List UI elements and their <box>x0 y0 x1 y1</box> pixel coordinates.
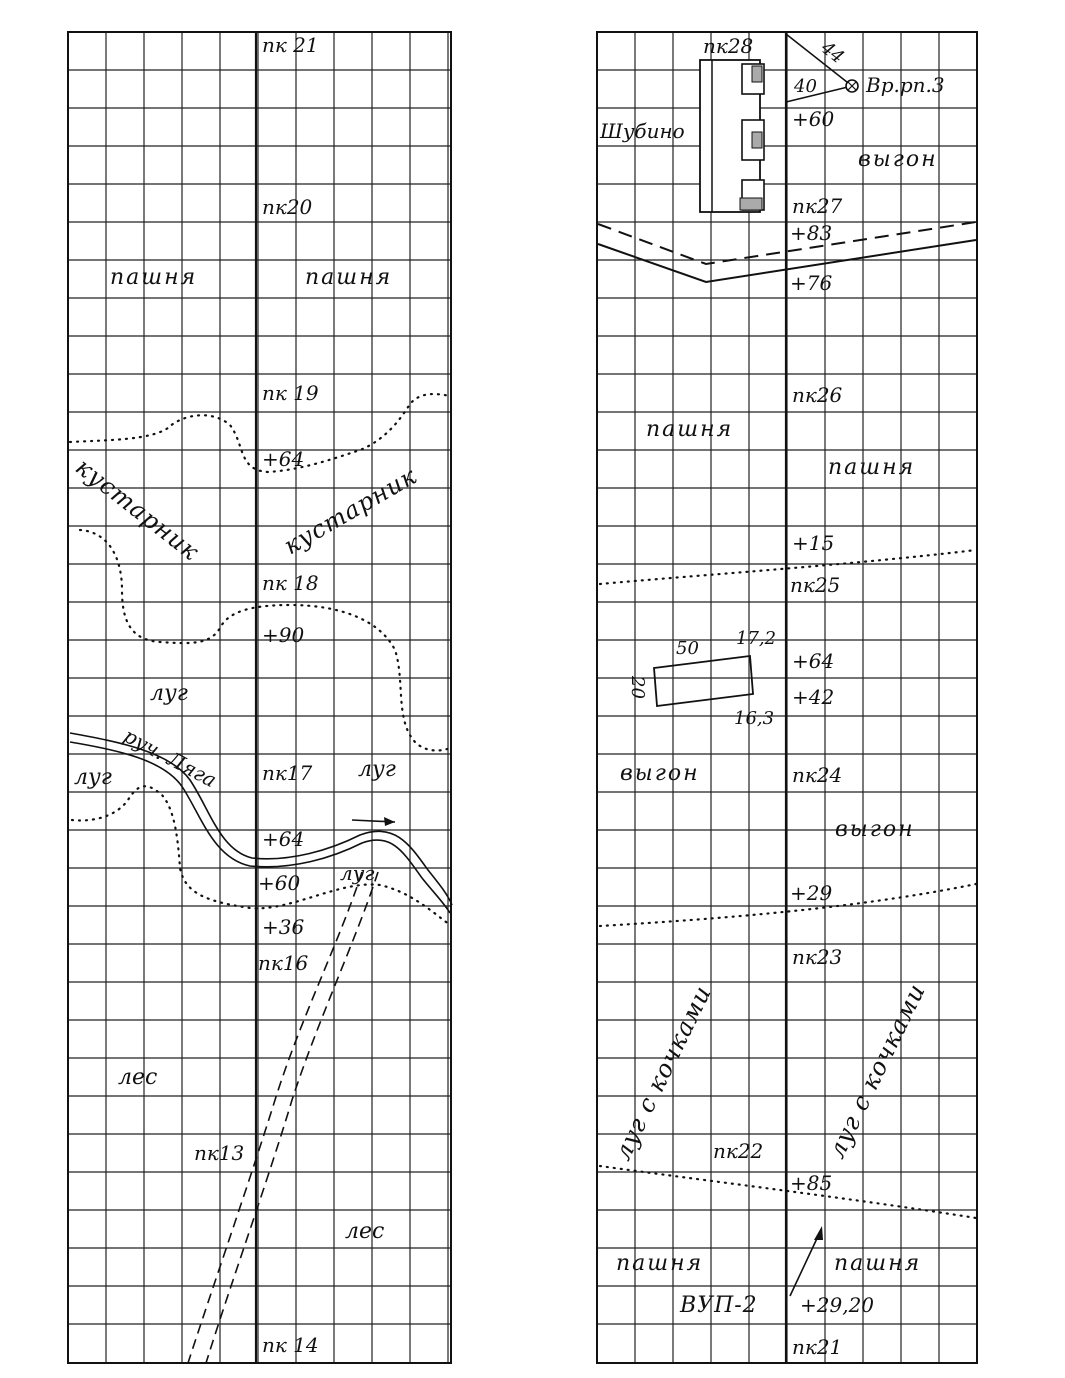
right-plus-60: +60 <box>792 107 835 131</box>
left-land-pashnya-right: пашня <box>305 265 393 290</box>
right-plus-42: +42 <box>792 685 835 709</box>
left-land-lug-left: луг <box>74 765 112 790</box>
left-picket-pk17: пк17 <box>262 761 313 785</box>
right-plus-15: +15 <box>792 531 835 555</box>
right-plus-64: +64 <box>792 649 835 673</box>
right-picket-pk25: пк25 <box>790 573 841 597</box>
right-land-vygon-top: выгон <box>858 147 938 172</box>
left-land-lug-small: луг <box>340 861 375 885</box>
vup-arrowhead <box>814 1226 823 1240</box>
left-plus-64-top: +64 <box>262 447 305 471</box>
left-land-kustarnik-left: кустарник <box>70 452 205 567</box>
left-picket-pk16: пк16 <box>258 951 309 975</box>
left-strip <box>68 32 452 1363</box>
left-dashed-road-1 <box>188 872 362 1363</box>
right-strip <box>597 32 977 1363</box>
building-dim-50: 50 <box>676 638 699 659</box>
right-picket-pk21: пк21 <box>792 1335 843 1359</box>
right-picket-pk28: пк28 <box>703 34 754 58</box>
left-picket-pk14: пк 14 <box>262 1333 319 1357</box>
left-stream-name: руч. Ляга <box>119 723 221 793</box>
right-plus-85: +85 <box>790 1171 833 1195</box>
right-plus-29-20: +29,20 <box>800 1293 875 1317</box>
left-land-lug-center: луг <box>150 681 188 706</box>
right-plus-83: +83 <box>790 221 833 245</box>
left-land-les-right: лес <box>345 1219 385 1244</box>
benchmark-dist-44: 44 <box>816 37 848 69</box>
left-plus-36: +36 <box>262 915 305 939</box>
left-land-kustarnik-right: кустарник <box>279 461 422 561</box>
left-plus-64-stream: +64 <box>262 827 305 851</box>
benchmark-label: Вр.рп.3 <box>866 73 945 97</box>
left-land-pashnya-left: пашня <box>110 265 198 290</box>
right-plus-76: +76 <box>790 271 833 295</box>
right-land-lug-right: луг с кочками <box>822 978 932 1163</box>
right-land-pashnya-bottom-left: пашня <box>616 1251 704 1276</box>
village-name: Шубино <box>600 119 685 143</box>
benchmark-symbol <box>846 80 858 92</box>
village-shubino-block <box>700 60 764 212</box>
right-land-lug-left: луг с кочками <box>608 980 718 1165</box>
right-land-pashnya-bottom-right: пашня <box>834 1251 922 1276</box>
right-building-outline <box>654 656 753 706</box>
right-land-pashnya-left: пашня <box>646 417 734 442</box>
left-dashed-road-2 <box>206 872 378 1363</box>
left-land-lug-right: луг <box>358 757 396 782</box>
left-plus-60: +60 <box>258 871 301 895</box>
left-frame <box>68 32 451 1363</box>
left-picket-pk19: пк 19 <box>262 381 319 405</box>
right-picket-pk26: пк26 <box>792 383 843 407</box>
right-land-pashnya-right: пашня <box>828 455 916 480</box>
right-boundary-pk23 <box>600 884 976 926</box>
right-plus-29: +29 <box>790 881 833 905</box>
building-dim-17-2: 17,2 <box>736 628 777 649</box>
left-land-les-left: лес <box>118 1065 158 1090</box>
building-dim-20: 20 <box>627 676 648 699</box>
left-picket-pk18: пк 18 <box>262 571 319 595</box>
right-land-vygon-right: выгон <box>835 817 915 842</box>
left-grid <box>68 32 451 1363</box>
left-shrub-boundary-top <box>70 394 450 472</box>
left-plus-90: +90 <box>262 623 305 647</box>
left-flow-arrowhead <box>384 817 395 826</box>
vup-label: ВУП-2 <box>680 1293 758 1318</box>
right-picket-pk23: пк23 <box>792 945 843 969</box>
left-picket-pk20: пк20 <box>262 195 313 219</box>
right-boundary-pk25 <box>600 550 976 584</box>
right-picket-pk24: пк24 <box>792 763 843 787</box>
left-meadow-boundary <box>72 786 450 925</box>
right-picket-pk27: пк27 <box>792 194 843 218</box>
left-picket-pk13: пк13 <box>194 1141 245 1165</box>
building-dim-16-3: 16,3 <box>734 708 775 729</box>
left-picket-pk21: пк 21 <box>262 33 319 57</box>
right-picket-pk22: пк22 <box>713 1139 764 1163</box>
benchmark-dist-40: 40 <box>794 76 817 97</box>
right-land-vygon-left: выгон <box>620 761 700 786</box>
